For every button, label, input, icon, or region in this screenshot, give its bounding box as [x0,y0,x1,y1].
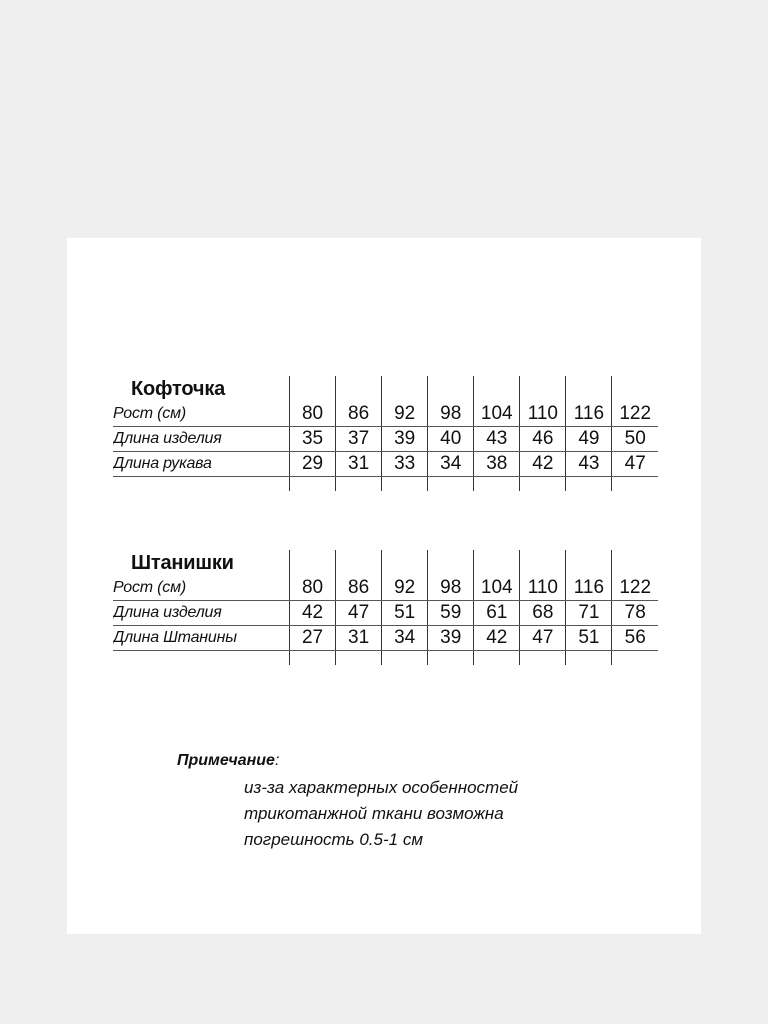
table-row [113,427,658,452]
cell: 39 [428,626,474,651]
cell: 33 [382,452,428,477]
note-line: трикотанжной ткани возможна [244,804,504,823]
note-line: погрешность 0.5-1 см [244,830,423,849]
table-title: Штанишки [131,552,234,574]
cell: 49 [566,427,612,452]
note-line: из-за характерных особенностей [244,778,519,797]
table-row [113,402,658,427]
cell: 50 [612,427,658,452]
cell: 86 [336,402,382,427]
note [177,752,637,853]
cell: 104 [474,576,520,601]
top-size-table [113,376,658,491]
note-title [177,752,637,770]
cell: 27 [290,626,336,651]
cell: 31 [336,626,382,651]
cell: 98 [428,576,474,601]
cell: 40 [428,427,474,452]
cell: 92 [382,576,428,601]
cell: 46 [520,427,566,452]
cell: 68 [520,601,566,626]
row-label: Длина рукава [113,452,290,477]
cell: 122 [612,402,658,427]
cell: 29 [290,452,336,477]
cell: 38 [474,452,520,477]
cell: 43 [566,452,612,477]
cell: 110 [520,576,566,601]
cell: 51 [566,626,612,651]
cell: 51 [382,601,428,626]
cell: 47 [520,626,566,651]
row-label: Длина изделия [113,601,290,626]
row-label: Рост (см) [113,402,290,427]
cell: 42 [290,601,336,626]
cell: 47 [612,452,658,477]
cell: 104 [474,402,520,427]
cell: 61 [474,601,520,626]
cell: 42 [520,452,566,477]
cell: 43 [474,427,520,452]
cell: 71 [566,601,612,626]
note-title-colon: : [274,752,280,769]
cell: 80 [290,576,336,601]
table-row [113,576,658,601]
cell: 34 [382,626,428,651]
cell: 47 [336,601,382,626]
cell: 35 [290,427,336,452]
cell: 92 [382,402,428,427]
cell: 86 [336,576,382,601]
table-row [113,626,658,651]
cell: 59 [428,601,474,626]
cell: 56 [612,626,658,651]
cell: 110 [520,402,566,427]
cell: 31 [336,452,382,477]
cell: 42 [474,626,520,651]
row-label: Длина Штанины [113,626,290,651]
table-row [113,601,658,626]
note-title-text: Примечание [177,752,275,769]
cell: 39 [382,427,428,452]
cell: 34 [428,452,474,477]
table-title: Кофточка [131,378,226,400]
row-label: Длина изделия [113,427,290,452]
cell: 80 [290,402,336,427]
cell: 122 [612,576,658,601]
cell: 37 [336,427,382,452]
cell: 98 [428,402,474,427]
cell: 78 [612,601,658,626]
row-label: Рост (см) [113,576,290,601]
cell: 116 [566,402,612,427]
pants-size-table [113,550,658,665]
cell: 116 [566,576,612,601]
table-row [113,452,658,477]
